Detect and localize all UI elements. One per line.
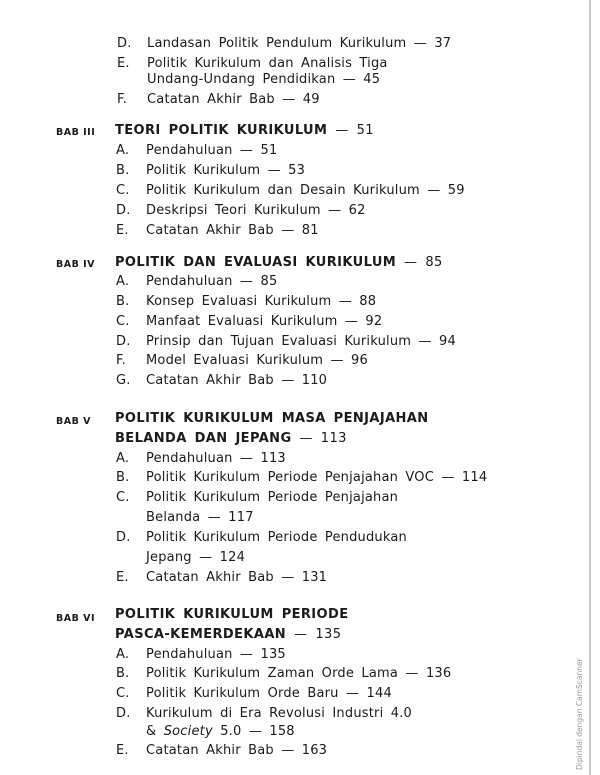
toc-entry: A. Pendahuluan — 51	[116, 143, 278, 158]
chapter-title: POLITIK KURIKULUM MASA PENJAJAHAN	[115, 411, 429, 426]
toc-entry: D. Landasan Politik Pendulum Kurikulum — 37	[117, 36, 452, 51]
toc-entry: D. Politik Kurikulum Periode Pendudukan	[116, 530, 407, 545]
toc-entry-continuation: Jepang — 124	[146, 550, 246, 565]
toc-entry: E. Politik Kurikulum dan Analisis Tiga	[117, 56, 388, 71]
chapter-title-continuation: PASCA-KEMERDEKAAN — 135	[115, 627, 342, 642]
toc-entry: E. Catatan Akhir Bab — 131	[116, 570, 328, 585]
page-edge-divider	[589, 0, 591, 775]
chapter-label: BAB IV	[56, 259, 96, 270]
toc-entry: B. Politik Kurikulum Periode Penjajahan VOC — 114	[116, 470, 488, 485]
toc-entry: F. Catatan Akhir Bab — 49	[117, 92, 320, 107]
toc-entry: C. Politik Kurikulum Orde Baru — 144	[116, 686, 392, 701]
chapter-label: BAB III	[56, 127, 96, 138]
toc-entry: B. Politik Kurikulum Zaman Orde Lama — 136	[116, 666, 452, 681]
scanner-watermark: Dipindai dengan CamScanner	[575, 658, 584, 770]
toc-entry-continuation: Undang-Undang Pendidikan — 45	[147, 72, 381, 87]
toc-entry: B. Politik Kurikulum — 53	[116, 163, 306, 178]
toc-entry: A. Pendahuluan — 135	[116, 647, 286, 662]
chapter-title: TEORI POLITIK KURIKULUM — 51	[115, 123, 374, 138]
chapter-label: BAB V	[56, 416, 91, 427]
toc-entry: A. Pendahuluan — 113	[116, 451, 286, 466]
toc-entry-continuation: Belanda — 117	[146, 510, 254, 525]
toc-entry: E. Catatan Akhir Bab — 81	[116, 223, 319, 238]
toc-entry: F. Model Evaluasi Kurikulum — 96	[116, 353, 368, 368]
toc-entry-continuation: & Society 5.0 — 158	[146, 724, 295, 739]
toc-entry: A. Pendahuluan — 85	[116, 274, 278, 289]
toc-entry: D. Kurikulum di Era Revolusi Industri 4.0	[116, 706, 413, 721]
toc-entry: G. Catatan Akhir Bab — 110	[116, 373, 328, 388]
toc-entry: C. Politik Kurikulum Periode Penjajahan	[116, 490, 399, 505]
toc-entry: D. Deskripsi Teori Kurikulum — 62	[116, 203, 366, 218]
chapter-title: POLITIK KURIKULUM PERIODE	[115, 607, 349, 622]
toc-entry: C. Politik Kurikulum dan Desain Kurikulum — 59	[116, 183, 465, 198]
toc-entry: B. Konsep Evaluasi Kurikulum — 88	[116, 294, 377, 309]
chapter-label: BAB VI	[56, 613, 96, 624]
chapter-title: POLITIK DAN EVALUASI KURIKULUM — 85	[115, 255, 443, 270]
toc-entry: E. Catatan Akhir Bab — 163	[116, 743, 328, 758]
toc-entry: C. Manfaat Evaluasi Kurikulum — 92	[116, 314, 383, 329]
toc-entry: D. Prinsip dan Tujuan Evaluasi Kurikulum — 94	[116, 334, 456, 349]
chapter-title-continuation: BELANDA DAN JEPANG — 113	[115, 431, 347, 446]
